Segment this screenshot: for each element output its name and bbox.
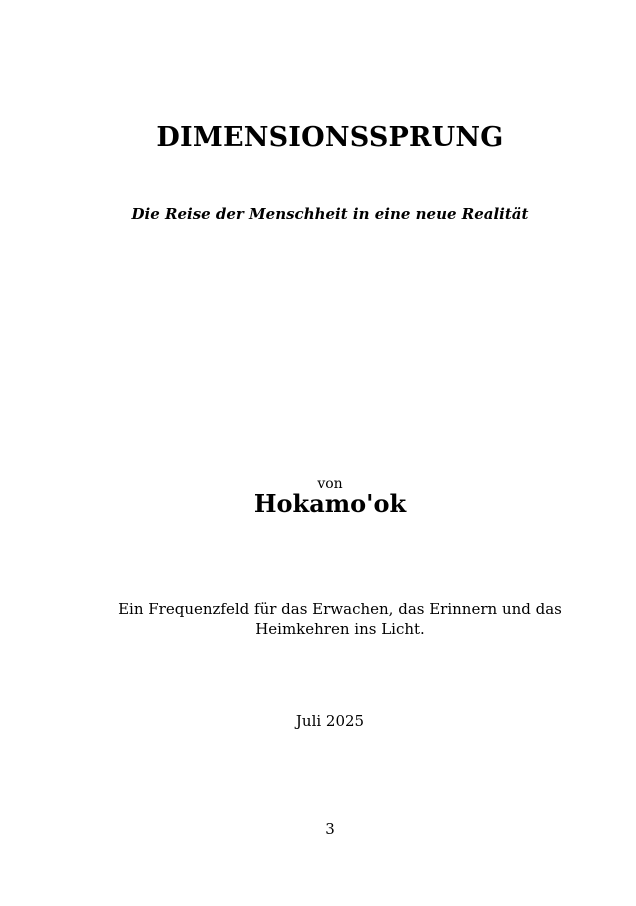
publication-date: Juli 2025 bbox=[295, 712, 365, 730]
book-subtitle: Die Reise der Menschheit in eine neue Realität bbox=[131, 205, 529, 223]
tagline-line-1: Ein Frequenzfeld für das Erwachen, das Erinnern und das bbox=[118, 600, 562, 618]
tagline-line-2: Heimkehren ins Licht. bbox=[255, 620, 425, 638]
page-number: 3 bbox=[325, 820, 335, 838]
author-name: Hokamo'ok bbox=[253, 489, 407, 518]
book-title: DIMENSIONSSPRUNG bbox=[156, 122, 504, 153]
tagline bbox=[22, 599, 636, 639]
by-label: von bbox=[317, 476, 343, 492]
